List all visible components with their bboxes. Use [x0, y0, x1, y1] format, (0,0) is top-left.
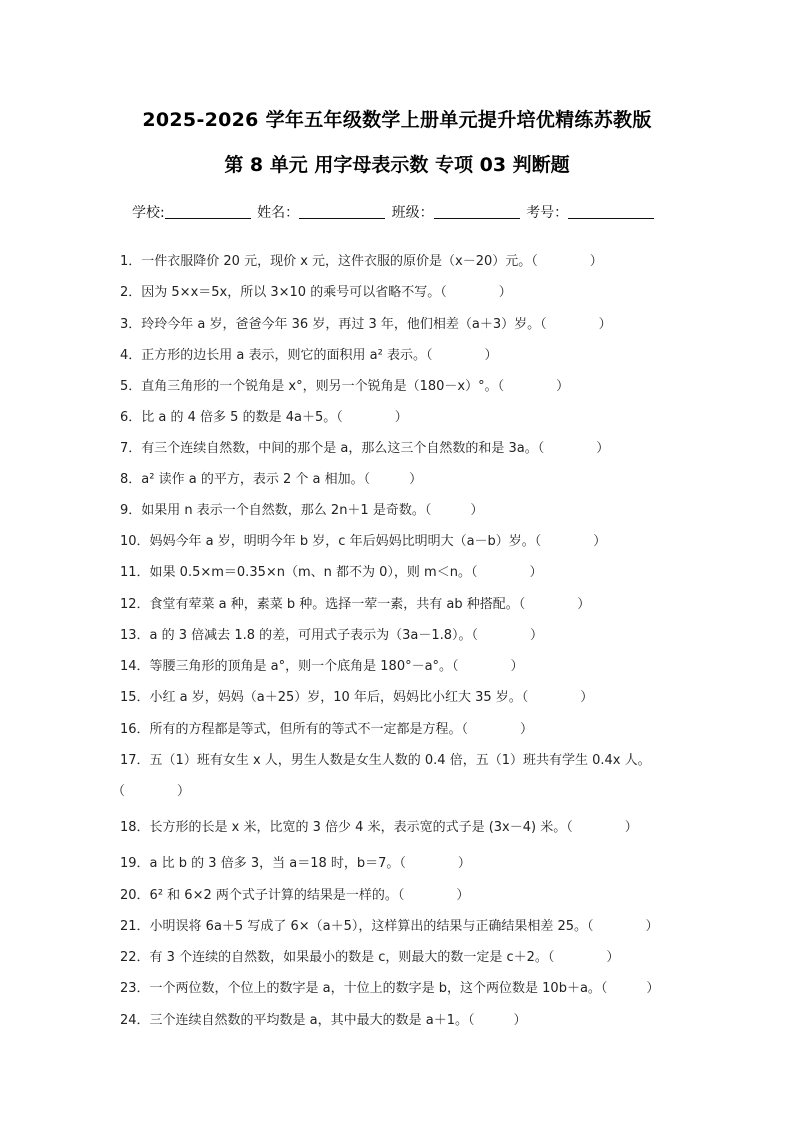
- question-text: 如果用 n 表示一个自然数，那么 2n＋1 是奇数。（ ）: [141, 503, 484, 518]
- question-text: 妈妈今年 a 岁，明明今年 b 岁，c 年后妈妈比明明大（a－b）岁。（ ）: [149, 534, 607, 549]
- question-number: 23．: [120, 981, 150, 996]
- question-text: 玲玲今年 a 岁，爸爸今年 36 岁，再过 3 年，他们相差（a＋3）岁。（ ）: [141, 317, 612, 332]
- question-item: [120, 281, 512, 300]
- question-item: [120, 977, 659, 996]
- question-text: 长方形的长是 x 米，比宽的 3 倍少 4 米，表示宽的式子是 (3x－4) 米。（ ）: [149, 820, 638, 835]
- question-text: 小明误将 6a＋5 写成了 6×（a＋5），这样算出的结果与正确结果相差 25。（ ）: [149, 919, 659, 934]
- question-item: [120, 530, 606, 549]
- question-item: [120, 915, 659, 934]
- question-text: 如果 0.5×m＝0.35×n（m、n 都不为 0），则 m＜n。（ ）: [149, 565, 543, 580]
- class-blank[interactable]: [434, 204, 520, 219]
- question-item: [120, 852, 471, 871]
- question-number: 10．: [120, 534, 150, 549]
- question-text: 所有的方程都是等式，但所有的等式不一定都是方程。（ ）: [149, 722, 534, 737]
- question-item: [120, 624, 543, 643]
- question-item: [112, 780, 190, 799]
- question-number: 3．: [120, 317, 142, 332]
- question-item: [120, 437, 609, 456]
- question-number: 24．: [120, 1013, 150, 1028]
- question-item: [120, 946, 619, 965]
- question-number: 4．: [120, 348, 142, 363]
- question-number: 18．: [120, 820, 150, 835]
- question-text: 五（1）班有女生 x 人，男生人数是女生人数的 0.4 倍，五（1）班共有学生 0.4x 人。: [149, 753, 651, 768]
- question-number: 20．: [120, 888, 150, 903]
- question-text: 比 a 的 4 倍多 5 的数是 4a＋5。（ ）: [141, 410, 408, 425]
- question-text: 一个两位数，个位上的数字是 a，十位上的数字是 b，这个两位数是 10b＋a。（ ）: [149, 981, 660, 996]
- question-item: [120, 313, 612, 332]
- student-info-row: [132, 202, 656, 222]
- question-text: 三个连续自然数的平均数是 a，其中最大的数是 a＋1。（ ）: [149, 1013, 527, 1028]
- school-blank[interactable]: [165, 204, 251, 219]
- question-item: [120, 344, 497, 363]
- question-number: 12．: [120, 597, 150, 612]
- question-number: 13．: [120, 628, 150, 643]
- question-number: 5．: [120, 379, 142, 394]
- question-item: [120, 1009, 527, 1028]
- exam-number-blank[interactable]: [568, 204, 654, 219]
- question-number: 21．: [120, 919, 150, 934]
- question-number: 7．: [120, 441, 142, 456]
- question-item: [120, 884, 469, 903]
- question-text: 正方形的边长用 a 表示，则它的面积用 a² 表示。（ ）: [141, 348, 498, 363]
- question-number: 8．: [120, 472, 142, 487]
- question-text: 食堂有荤菜 a 种，素菜 b 种。选择一荤一素，共有 ab 种搭配。（ ）: [149, 597, 591, 612]
- school-label: 学校:: [132, 205, 165, 221]
- question-item: [120, 655, 524, 674]
- question-number: 11．: [120, 565, 150, 580]
- question-number: 6．: [120, 410, 142, 425]
- question-item: [120, 406, 408, 425]
- question-item: [120, 816, 638, 835]
- question-text: 等腰三角形的顶角是 a°，则一个底角是 180°－a°。（ ）: [149, 659, 524, 674]
- question-number: 1．: [120, 254, 142, 269]
- question-item: [120, 250, 603, 269]
- question-number: 15．: [120, 690, 150, 705]
- question-item: [120, 468, 422, 487]
- question-text: 有 3 个连续的自然数，如果最小的数是 c，则最大的数一定是 c＋2。（ ）: [149, 950, 620, 965]
- worksheet-title: 2025-2026 学年五年级数学上册单元提升培优精练苏教版: [142, 109, 652, 131]
- worksheet-subtitle: 第 8 单元 用字母表示数 专项 03 判断题: [224, 154, 570, 176]
- question-number: 22．: [120, 950, 150, 965]
- question-item: [120, 499, 483, 518]
- question-item: [120, 718, 533, 737]
- question-text: a 的 3 倍减去 1.8 的差，可用式子表示为（3a－1.8）。（ ）: [149, 628, 544, 643]
- question-text: （ ）: [112, 784, 191, 799]
- question-text: a 比 b 的 3 倍多 3，当 a＝18 时，b＝7。（ ）: [149, 856, 471, 871]
- question-number: 9．: [120, 503, 142, 518]
- question-item: [120, 561, 542, 580]
- question-text: 小红 a 岁，妈妈（a＋25）岁，10 年后，妈妈比小红大 35 岁。（ ）: [149, 690, 594, 705]
- question-number: 16．: [120, 722, 150, 737]
- question-number: 14．: [120, 659, 150, 674]
- question-text: 因为 5×x＝5x，所以 3×10 的乘号可以省略不写。（ ）: [141, 285, 512, 300]
- exam-number-label: 考号：: [526, 205, 569, 221]
- question-number: 19．: [120, 856, 150, 871]
- question-text: 一件衣服降价 20 元，现价 x 元，这件衣服的原价是（x－20）元。（ ）: [141, 254, 603, 269]
- question-text: 有三个连续自然数，中间的那个是 a，那么这三个自然数的和是 3a。（ ）: [141, 441, 610, 456]
- question-number: 2．: [120, 285, 142, 300]
- question-text: 直角三角形的一个锐角是 x°，则另一个锐角是（180－x）°。（ ）: [141, 379, 570, 394]
- class-label: 班级：: [391, 205, 434, 221]
- name-blank[interactable]: [299, 204, 385, 219]
- question-item: [120, 749, 651, 768]
- question-item: [120, 375, 569, 394]
- question-item: [120, 593, 590, 612]
- question-item: [120, 686, 593, 705]
- name-label: 姓名：: [257, 205, 300, 221]
- question-number: 17．: [120, 753, 150, 768]
- question-text: a² 读作 a 的平方，表示 2 个 a 相加。（ ）: [141, 472, 423, 487]
- question-text: 6² 和 6×2 两个式子计算的结果是一样的。（ ）: [149, 888, 470, 903]
